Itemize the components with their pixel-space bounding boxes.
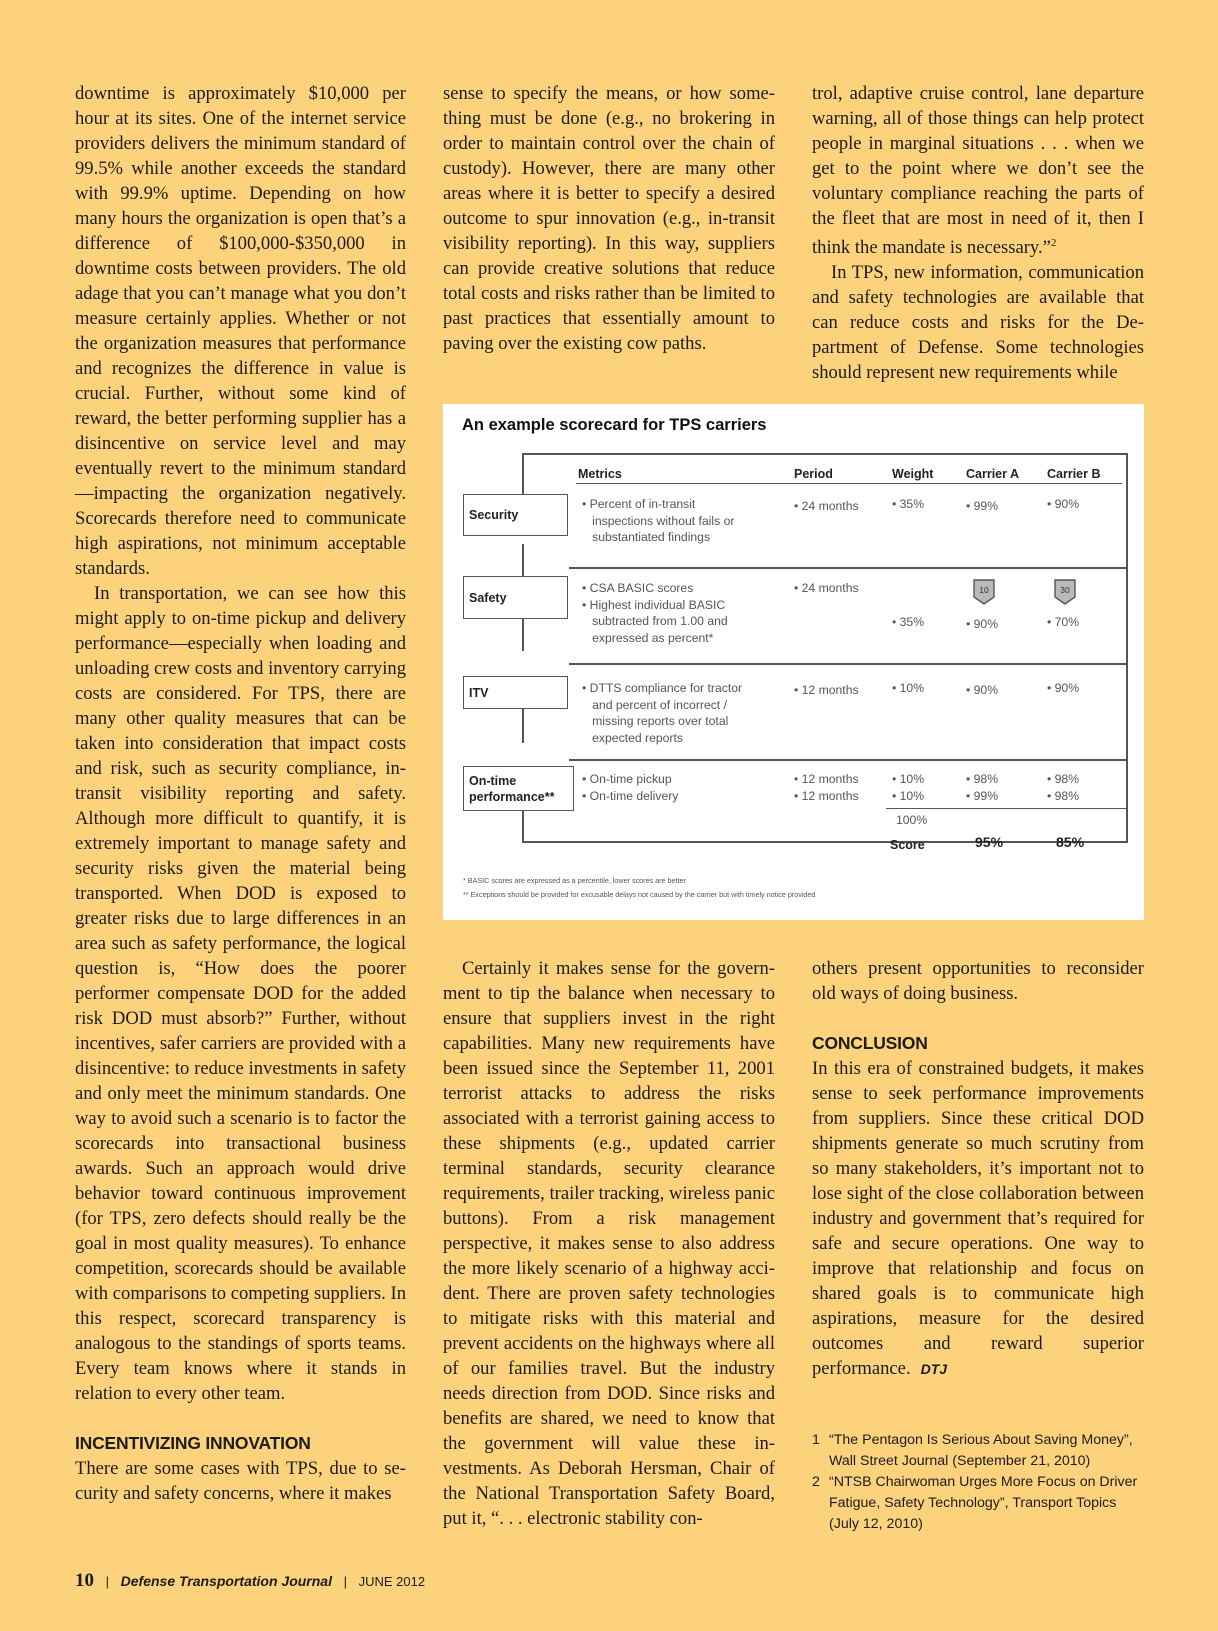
footnote-text: “NTSB Chairwoman Urges More Focus on Driver Fatigue, Safety Technology”, Transport Topics (July 12, 2010) <box>829 1474 1138 1532</box>
section-heading: INCENTIVIZING INNOVATION <box>75 1433 311 1453</box>
safety-carrier-b: • 70% <box>1047 615 1080 629</box>
figure-title: An example scorecard for TPS carriers <box>462 416 767 434</box>
header-carrier-b: Carrier B <box>1047 467 1101 481</box>
badge-b-value: 30 <box>1060 585 1070 595</box>
footnote-number: 2 <box>812 1474 820 1490</box>
total-separator <box>886 808 1126 809</box>
footnotes <box>812 1430 1144 1535</box>
connector-line <box>522 619 524 651</box>
safety-carrier-a: • 90% <box>966 617 999 631</box>
category-ontime-label: On-time performance** <box>469 773 555 804</box>
paragraph <box>812 81 1144 260</box>
total-weight: 100% <box>896 813 928 827</box>
column-3-bottom <box>812 956 1144 1382</box>
paragraph: downtime is approximately $10,000 per hour at its sites. One of the internet service providers delivers the minimum standard of 99.5% while another exceeds the standard with 99.9% uptime. Depending on how many hours the organization is open that’s a difference of $100,000-$350,000 in downtime costs between providers. The old adage that you can’t manage what you don’t measure certainly applies. Whether or not the organization measures that performance and recognizes the difference in value is crucial. Further, without some kind of reward, the better performing supplier has a disincentive on service level and may eventually revert to the minimum standard—impacting the organization negatively. Scorecards therefore need to communicate high aspirations, not minimum acceptable standards. <box>75 83 406 579</box>
figure-footnote: ** Exceptions should be provided for excusable delays not caused by the carrier but with timely notice provided <box>463 890 816 899</box>
paragraph: In TPS, new information, communication and safety technologies are available that can reduce costs and risks for the Department of Defense. Some technologies should represent new requirements while <box>812 262 1144 384</box>
shield-badge-icon <box>973 579 995 605</box>
badge-a-value: 10 <box>979 585 989 595</box>
footnote-item <box>812 1472 1144 1535</box>
column-3-top <box>812 81 1144 385</box>
paragraph: There are some cases with TPS, due to security and safety concerns, where it makes <box>75 1458 406 1504</box>
paragraph <box>812 1056 1144 1382</box>
footnote-number: 1 <box>812 1432 820 1448</box>
column-1 <box>75 81 406 1506</box>
ontime-weight: • 10% • 10% <box>892 772 925 803</box>
score-label: Score <box>890 838 925 852</box>
page-number: 10 <box>75 1570 94 1591</box>
shield-badge-icon <box>1054 579 1076 605</box>
itv-carrier-a: • 90% <box>966 683 999 697</box>
score-carrier-a: 95% <box>975 834 1004 850</box>
connector-line <box>522 453 524 495</box>
row-separator <box>569 567 1126 569</box>
paragraph: others present opportunities to reconsider old ways of doing business. <box>812 958 1144 1004</box>
security-carrier-b: • 90% <box>1047 497 1080 511</box>
journal-title: Defense Transportation Journal <box>120 1573 332 1589</box>
safety-weight: • 35% <box>892 615 925 629</box>
safety-metric: • CSA BASIC scores • Highest individual BASIC subtracted from 1.00 and expressed as percent* <box>582 581 728 645</box>
ontime-metric: • On-time pickup • On-time delivery <box>582 772 679 803</box>
column-2-top <box>443 81 775 356</box>
footer-separator: | <box>343 1574 347 1589</box>
paragraph: In transportation, we can see how this might apply to on-time pickup and delivery performance—especially when loading and unloading crew costs and inventory carrying costs are considered. For TPS, there are many other quality measures that can be taken into consideration that impact costs and risk, such as security compliance, in-transit visibility reporting and safety. Although more difficult to quantify, it is extremely important to manage safety and security risks given the material being transported. When DOD is exposed to greater risks due to large differences in an area such as safety performance, the logical question is, “How does the poorer performer compensate DOD for the added risk DOD must absorb?” Further, without incentives, safer carriers are provided with a disincentive: to reduce investments in safety and only meet the minimum standards. One way to avoid such a scenario is to factor the scorecards into transactional business awards. Such an approach would drive behavior toward continuous improvement (for TPS, zero defects should really be the goal in most quality measures). To enhance competition, scorecards should be available with comparisons to competing suppliers. In this respect, scorecard transparency is analogous to the standings of sports teams. Every team knows where it stands in relation to every other team. <box>75 583 406 1404</box>
end-mark: DTJ <box>920 1361 948 1377</box>
itv-carrier-b: • 90% <box>1047 681 1080 695</box>
table-right-border <box>1126 453 1128 843</box>
footer-separator: | <box>105 1574 110 1589</box>
row-separator <box>569 663 1126 665</box>
itv-period: • 12 months <box>794 683 859 697</box>
category-security: Security <box>463 494 568 536</box>
security-weight: • 35% <box>892 497 925 511</box>
footnote-ref[interactable]: 2 <box>1050 237 1057 249</box>
ontime-carrier-a: • 98% • 99% <box>966 772 999 803</box>
figure-footnote: * BASIC scores are expressed as a percentile, lower scores are better <box>463 876 686 885</box>
paragraph: sense to specify the means, or how something must be done (e.g., no brokering in order to maintain control over the chain of custody). However, there are many other areas where it is better to specify a desired outcome to spur innovation (e.g., in-transit visibility reporting). In this way, suppliers can provide creative solutions that reduce total costs and risks rather than be limited to past practices that essentially amount to paving over the existing cow paths. <box>443 83 775 354</box>
table-bottom-border <box>522 841 1128 843</box>
footnote-item <box>812 1430 1144 1472</box>
category-safety: Safety <box>463 576 568 619</box>
column-2-bottom <box>443 956 775 1531</box>
conclusion-text: In this era of constrained budgets, it makes sense to seek performance improvements from suppliers. Since these critical DOD shipments generate so much scrutiny from so many stakeholders, it’s important not to lose sight of the close collaboration between industry and government that’s required for safe and secure operations. One way to improve that relationship and focus on shared goals is to communicate high aspirations, measure for the desired outcomes and reward superior performance. <box>812 1058 1144 1379</box>
paragraph: Certainly it makes sense for the government to tip the balance when necessary to ensure that suppliers invest in the right capabilities. Many new requirements have been issued since the September 11, 2001 terrorist attacks to address the risks associated with a terrorist gaining access to these shipments (e.g., updated carrier terminal standards, security clearance requirements, trailer tracking, wireless panic buttons). From a risk management perspective, it makes sense to also address the more likely scenario of a highway accident. There are proven safety technologies to mitigate risks with this material and prevent accidents on the highways where all of our families travel. But the industry needs direction from DOD. Since risks and benefits are shared, we need to know that the government will value these investments. As Deborah Hersman, Chair of the National Transportation Safety Board, put it, “. . . electronic stability con- <box>443 958 775 1529</box>
itv-metric: • DTTS compliance for tractor and percent of incorrect / missing reports over total expected reports <box>582 681 743 745</box>
footnote-text: “The Pentagon Is Serious About Saving Money”, Wall Street Journal (September 21, 2010) <box>829 1432 1133 1469</box>
scorecard-figure <box>443 404 1144 920</box>
security-carrier-a: • 99% <box>966 499 999 513</box>
header-metrics: Metrics <box>578 467 622 481</box>
quote-text: trol, adaptive cruise control, lane departure warning, all of those things can help protect people in marginal situations . . . when we get to the point where we don’t see the voluntary compliance reaching the parts of the fleet that are most in need of it, then I think the mandate is necessary.” <box>812 83 1144 259</box>
row-separator <box>569 759 1126 761</box>
connector-line <box>522 544 524 576</box>
ontime-period: • 12 months • 12 months <box>794 772 859 803</box>
safety-period: • 24 months <box>794 581 859 595</box>
header-carrier-a: Carrier A <box>966 467 1020 481</box>
score-carrier-b: 85% <box>1056 834 1085 850</box>
connector-line <box>522 709 524 743</box>
issue-date: JUNE 2012 <box>358 1574 426 1589</box>
page-footer <box>75 1570 425 1592</box>
security-period: • 24 months <box>794 499 859 513</box>
header-weight: Weight <box>892 467 934 481</box>
table-top-border <box>522 453 1126 455</box>
section-heading: CONCLUSION <box>812 1033 928 1053</box>
header-underline <box>576 483 1122 484</box>
category-ontime <box>463 766 574 811</box>
category-itv: ITV <box>463 676 568 709</box>
ontime-carrier-b: • 98% • 98% <box>1047 772 1080 803</box>
itv-weight: • 10% <box>892 681 925 695</box>
security-metric: • Percent of in-transit inspections without fails or substantiated findings <box>582 497 735 544</box>
header-period: Period <box>794 467 833 481</box>
